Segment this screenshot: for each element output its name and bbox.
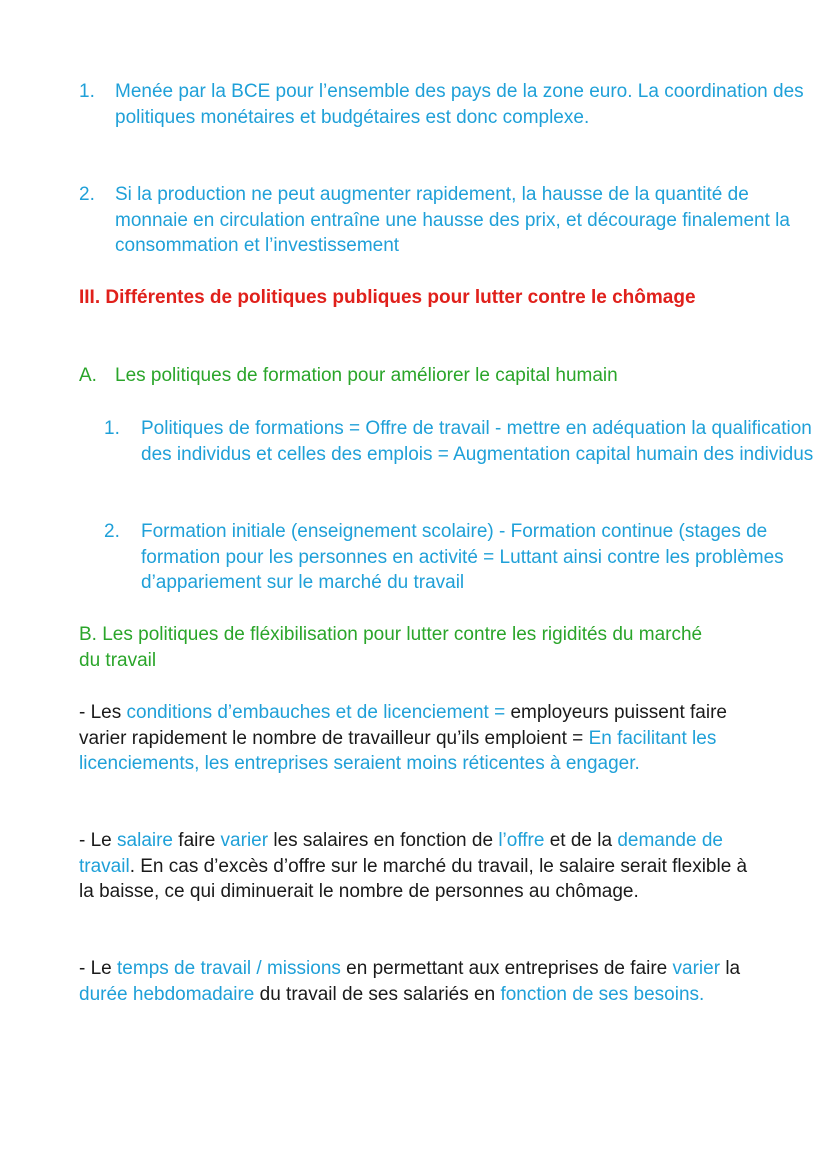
list-item [104,519,821,596]
list-number: 2. [104,521,120,542]
paragraph-salaire [79,828,749,905]
list-text: Si la production ne peut augmenter rapidement, la hausse de la quantité de monnaie en circulation entraîne une hausse des prix, et décourage finalement la consommation et l’investissement [115,184,790,256]
highlight-term: durée hebdomadaire [79,983,255,1005]
list-number: 2. [79,184,95,205]
text-run: - Le [79,958,118,979]
subsection-heading-a [79,363,805,389]
subsection-title: Les politiques de formation pour améliorer le capital humain [115,365,618,386]
text-run: et de la [544,830,618,851]
subsection-label: A. [79,365,97,386]
list-text: Menée par la BCE pour l’ensemble des pays de la zone euro. La coordination des politiques monétaires et budgétaires est donc complexe. [115,81,804,128]
paragraph-temps-travail [79,956,749,1007]
subsection-heading-b: B. Les politiques de fléxibilisation pour lutter contre les rigidités du marché du travail [79,624,703,671]
list-text: Formation initiale (enseignement scolaire) - Formation continue (stages de formation pour les personnes en activité = Luttant ainsi contre les problèmes d’appariement sur le marché du travail [141,521,784,593]
highlight-term: varier [672,958,721,979]
highlight-term: conditions d’embauches et de licenciement = [126,702,506,723]
text-run: du travail de ses salariés en [254,983,501,1005]
list-item [79,182,805,259]
text-run: employeurs puissent faire varier rapidement le nombre de travailleur qu’ils emploient = [79,702,727,749]
text-run: en permettant aux entreprises de faire [340,958,673,979]
text-run: - Le [79,830,118,851]
text-run: les salaires en fonction de [268,830,499,851]
text-run: - Les [79,702,127,723]
highlight-term: En facilitant les licenciements, les entreprises seraient moins réticentes à engager. [79,727,717,774]
list-number: 1. [104,418,120,439]
list-item [104,416,821,467]
highlight-term: varier [220,830,269,851]
list-item [79,79,805,130]
text-run: faire [173,830,221,851]
text-run: . En cas d’excès d’offre sur le marché du travail, le salaire serait flexible à la baisse, ce qui diminuerait le nombre de personnes au chômage. [79,855,748,902]
paragraph-conditions [79,700,759,777]
list-number: 1. [79,81,95,102]
text-run: la [720,958,741,979]
highlight-term: demande de travail [79,830,723,877]
highlight-term: temps de travail / missions [117,958,341,979]
list-text: Politiques de formations = Offre de travail - mettre en adéquation la qualification des individus et celles des emplois = Augmentation capital humain des individus [141,418,814,465]
highlight-term: l’offre [498,830,545,851]
highlight-term: fonction de ses besoins. [500,983,705,1005]
section-heading: III. Différentes de politiques publiques pour lutter contre le chômage [79,287,696,308]
highlight-term: salaire [117,830,174,851]
